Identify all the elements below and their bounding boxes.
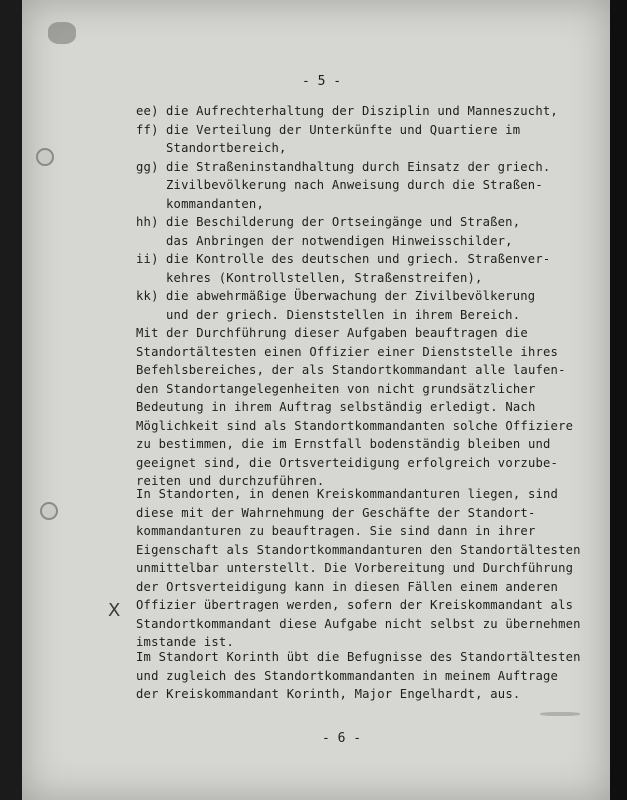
list-item-text: die Kontrolle des deutschen und griech. Straßenver- [166, 252, 551, 266]
list-item-text: und der griech. Dienststellen in ihrem Bereich. [166, 307, 521, 322]
paragraph-line: den Standortangelegenheiten von nicht grundsätzlicher [136, 381, 536, 396]
paragraph-line: Befehlsbereiches, der als Standortkommandant alle laufen- [136, 363, 566, 377]
scan-speck [540, 712, 580, 716]
punch-hole-bottom [40, 502, 58, 520]
paragraph-line: Bedeutung in ihrem Auftrag selbständig erledigt. Nach [136, 400, 536, 414]
paragraph-line: Im Standort Korinth übt die Befugnisse des Standortältesten [136, 650, 581, 664]
list-item-text: die Verteilung der Unterkünfte und Quartiere im [166, 122, 521, 137]
paragraph-3 [136, 648, 581, 722]
list-item-label: kk) [136, 289, 159, 303]
paragraph-line: und zugleich des Standortkommandanten in meinem Auftrage [136, 668, 559, 683]
paragraph-1 [136, 324, 576, 509]
list-item-text: das Anbringen der notwendigen Hinweisschilder, [166, 233, 513, 248]
paragraph-line: der Kreiskommandant Korinth, Major Engelhardt, aus. [136, 687, 521, 701]
margin-x-mark: X [108, 600, 121, 621]
paragraph-2 [136, 485, 581, 670]
list-item-text: kommandanten, [166, 196, 264, 211]
paragraph-line: kommandanturen zu beauftragen. Sie sind dann in ihrer [136, 524, 536, 538]
page-number-top: - 5 - [302, 74, 342, 89]
paragraph-line: Standortältesten einen Offizier einer Dienststelle ihres [136, 344, 559, 359]
list-item-label: ff) [136, 122, 159, 137]
list-item-label: hh) [136, 215, 159, 229]
punch-hole-top [36, 148, 54, 166]
list-item-text: Standortbereich, [166, 141, 287, 155]
list-item-text: die Beschilderung der Ortseingänge und Straßen, [166, 215, 521, 229]
paragraph-line: diese mit der Wahrnehmung der Geschäfte der Standort- [136, 505, 536, 520]
list-item-text: die abwehrmäßige Überwachung der Zivilbevölkerung [166, 289, 536, 303]
ink-smudge [48, 22, 76, 44]
paragraph-line: Mit der Durchführung dieser Aufgaben beauftragen die [136, 326, 528, 340]
paragraph-line: imstande ist. [136, 635, 234, 649]
paragraph-line: unmittelbar unterstellt. Die Vorbereitung und Durchführung [136, 561, 574, 575]
paragraph-line: Standortkommandant diese Aufgabe nicht selbst zu übernehmen [136, 616, 581, 631]
paragraph-line: Offizier übertragen werden, sofern der Kreiskommandant als [136, 598, 574, 612]
paragraph-line: geeignet sind, die Ortsverteidigung erfolgreich vorzube- [136, 455, 559, 470]
paragraph-line: reiten und durchzuführen. [136, 474, 325, 488]
scan-border [610, 0, 627, 800]
page-number-bottom: - 6 - [322, 731, 362, 746]
list-item-text: die Straßeninstandhaltung durch Einsatz der griech. [166, 159, 551, 174]
list-item-label: ee) [136, 104, 159, 118]
paragraph-line: Möglichkeit sind als Standortkommandanten solche Offiziere [136, 418, 574, 433]
paragraph-line: Eigenschaft als Standortkommandanturen den Standortältesten [136, 542, 581, 557]
paragraph-line: zu bestimmen, die im Ernstfall bodenständig bleiben und [136, 437, 551, 451]
list-item-label: ii) [136, 252, 159, 266]
paragraph-line: der Ortsverteidigung kann in diesen Fällen einem anderen [136, 579, 559, 594]
list-item-text: die Aufrechterhaltung der Disziplin und Manneszucht, [166, 104, 558, 118]
list-item-text: Zivilbevölkerung nach Anweisung durch die Straßen- [166, 178, 543, 192]
list-item-label: gg) [136, 159, 159, 174]
list-item-text: kehres (Kontrollstellen, Straßenstreifen), [166, 270, 483, 285]
paragraph-line: In Standorten, in denen Kreiskommandanturen liegen, sind [136, 487, 559, 501]
